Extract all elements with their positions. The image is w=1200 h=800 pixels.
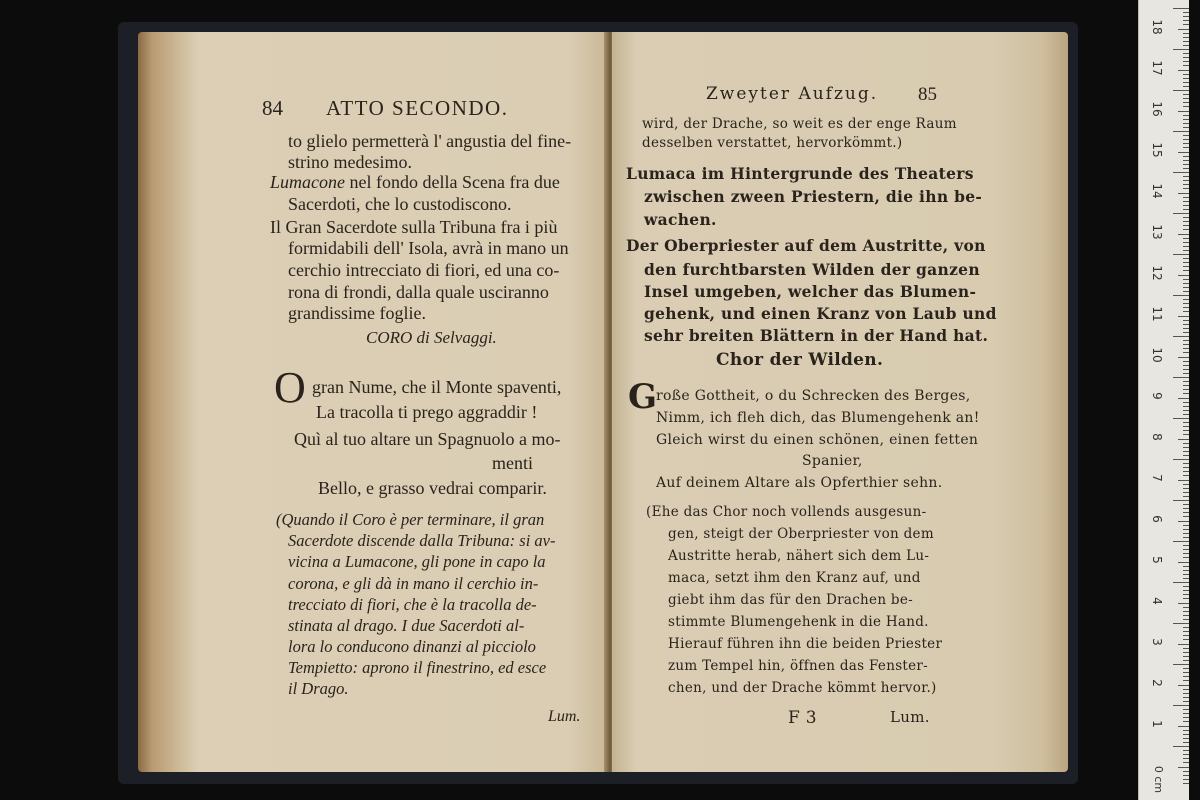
ruler-tick (1183, 24, 1189, 25)
ruler-tick (1183, 775, 1189, 776)
ruler-tick (1183, 639, 1189, 640)
ruler-tick (1183, 771, 1189, 772)
left-page (138, 32, 608, 772)
right-running-head: Zweyter Aufzug. (706, 84, 879, 104)
right-page-number: 85 (918, 84, 937, 105)
ruler-number: 9 (1150, 392, 1164, 400)
ruler-tick (1178, 685, 1189, 686)
ruler-tick (1178, 234, 1189, 235)
right-verse-line-3: Gleich wirst du einen schönen, einen fetten (656, 432, 979, 448)
ruler-tick (1183, 94, 1189, 95)
ruler-tick (1183, 328, 1189, 329)
ruler-tick (1183, 385, 1189, 386)
ruler-tick (1173, 664, 1189, 665)
ruler-tick (1173, 172, 1189, 173)
ruler-number: 1 (1150, 720, 1164, 728)
ruler-tick (1183, 303, 1189, 304)
ruler-tick (1183, 574, 1189, 575)
ruler-tick (1183, 598, 1189, 599)
ruler-tick (1178, 562, 1189, 563)
ruler-tick (1183, 393, 1189, 394)
ruler-tick (1183, 475, 1189, 476)
ruler-number: 3 (1150, 638, 1164, 646)
ruler-tick (1183, 242, 1189, 243)
ruler-tick (1183, 201, 1189, 202)
ruler-tick (1183, 53, 1189, 54)
ruler-tick (1183, 627, 1189, 628)
ruler-tick (1183, 742, 1189, 743)
ruler-tick (1183, 320, 1189, 321)
right-stage-note-line-1: (Ehe das Chor noch vollends ausgesun- (646, 504, 927, 520)
ruler-tick (1183, 557, 1189, 558)
ruler-tick (1183, 65, 1189, 66)
right-verse-line-2: Nimm, ich fleh dich, das Blumengehenk an! (656, 410, 980, 426)
right-stage-note-line-7: Hierauf führen ihn die beiden Priester (668, 636, 943, 652)
ruler-tick (1183, 504, 1189, 505)
ruler-tick (1183, 262, 1189, 263)
ruler-tick (1183, 697, 1189, 698)
ruler-tick (1183, 266, 1189, 267)
ruler-tick (1183, 549, 1189, 550)
ruler-tick (1173, 336, 1189, 337)
left-stage-direction-2-line-4: rona di frondi, dalla quale usciranno (288, 282, 549, 302)
ruler-tick (1183, 434, 1189, 435)
ruler-tick (1183, 168, 1189, 169)
ruler-tick (1183, 406, 1189, 407)
ruler-tick (1173, 582, 1189, 583)
ruler-tick (1183, 414, 1189, 415)
left-stage-note-line-1: (Quando il Coro è per terminare, il gran (276, 510, 545, 529)
right-stage-direction-2-line-2: den furchtbarsten Wilden der ganzen (644, 260, 980, 279)
ruler-tick (1178, 603, 1189, 604)
ruler-tick (1183, 738, 1189, 739)
ruler-tick (1183, 570, 1189, 571)
left-stage-direction-2-line-3: cerchio intrecciato di fiori, ed una co- (288, 260, 560, 280)
left-verse-line-1: gran Nume, che il Monte spaventi, (312, 377, 562, 397)
left-stage-direction-2-line-1: Il Gran Sacerdote sulla Tribuna fra i più (270, 217, 558, 237)
right-stage-direction-2-line-5: sehr breiten Blättern in der Hand hat. (644, 326, 989, 345)
ruler-tick (1173, 746, 1189, 747)
ruler-tick (1183, 648, 1189, 649)
ruler-tick (1183, 221, 1189, 222)
right-stage-note-line-8: zum Tempel hin, öffnen das Fenster- (668, 658, 929, 674)
ruler-tick (1183, 553, 1189, 554)
ruler-tick (1183, 283, 1189, 284)
ruler-tick (1183, 443, 1189, 444)
ruler-tick (1183, 750, 1189, 751)
ruler-tick (1183, 78, 1189, 79)
left-verse-line-5: Bello, e grasso vedrai comparir. (318, 478, 547, 498)
ruler-number: 6 (1150, 515, 1164, 523)
right-stage-direction-2-line-1: Der Oberpriester auf dem Austritte, von (626, 236, 986, 255)
left-verse-line-2: La tracolla ti prego aggraddir ! (316, 402, 538, 422)
ruler-tick (1183, 471, 1189, 472)
ruler-number: 15 (1150, 142, 1164, 158)
ruler-tick (1178, 70, 1189, 71)
left-stage-direction-1-line-2: Sacerdoti, che lo custodiscono. (288, 194, 512, 214)
right-verse-line-1: roße Gottheit, o du Schrecken des Berges, (656, 388, 971, 404)
ruler-tick (1183, 709, 1189, 710)
ruler-tick (1183, 143, 1189, 144)
ruler-tick (1178, 29, 1189, 30)
left-stage-note-line-2: Sacerdote discende dalla Tribuna: si av- (288, 531, 556, 550)
ruler-tick (1183, 488, 1189, 489)
ruler-tick (1178, 644, 1189, 645)
left-stage-note-line-6: stinata al drago. I due Sacerdoti al- (288, 616, 525, 635)
ruler-tick (1183, 127, 1189, 128)
ruler-tick (1183, 689, 1189, 690)
ruler-tick (1183, 754, 1189, 755)
ruler-number: 13 (1150, 224, 1164, 240)
ruler-tick (1183, 45, 1189, 46)
left-stage-direction-2-line-5: grandissime foglie. (288, 303, 426, 323)
ruler-tick (1173, 254, 1189, 255)
ruler-tick (1183, 115, 1189, 116)
ruler-tick (1183, 680, 1189, 681)
ruler-tick (1178, 111, 1189, 112)
character-name: Lumacone (270, 172, 345, 192)
ruler-tick (1183, 508, 1189, 509)
ruler-tick (1178, 275, 1189, 276)
right-stage-direction-1-line-1: Lumaca im Hintergrunde des Theaters (626, 164, 974, 183)
ruler-tick (1183, 373, 1189, 374)
right-stage-note-line-3: Austritte herab, nähert sich dem Lu- (668, 548, 930, 564)
ruler-number: 7 (1150, 474, 1164, 482)
ruler-tick (1173, 131, 1189, 132)
ruler-tick (1183, 451, 1189, 452)
ruler-tick (1183, 188, 1189, 189)
right-stage-note-line-9: chen, und der Drache kömmt hervor.) (668, 680, 937, 696)
ruler-tick (1183, 217, 1189, 218)
ruler-tick (1183, 656, 1189, 657)
ruler-tick (1183, 139, 1189, 140)
ruler-tick (1183, 635, 1189, 636)
ruler-tick (1183, 147, 1189, 148)
ruler-tick (1183, 615, 1189, 616)
ruler-tick (1183, 279, 1189, 280)
ruler-number: 16 (1150, 101, 1164, 117)
ruler-tick (1183, 545, 1189, 546)
ruler-tick (1183, 529, 1189, 530)
ruler-unit-label: 0 cm (1152, 765, 1166, 794)
ruler-tick (1178, 152, 1189, 153)
ruler-tick (1178, 193, 1189, 194)
ruler-tick (1183, 422, 1189, 423)
ruler-tick (1173, 418, 1189, 419)
ruler-tick (1183, 783, 1189, 784)
left-continuation-line-2: strino medesimo. (288, 152, 412, 172)
ruler-tick (1183, 176, 1189, 177)
ruler-tick (1183, 594, 1189, 595)
ruler-tick (1173, 49, 1189, 50)
left-stage-note-line-5: trecciato di fiori, che è la tracolla de- (288, 595, 537, 614)
left-verse-line-3: Quì al tuo altare un Spagnuolo a mo- (294, 429, 561, 449)
ruler-tick (1183, 660, 1189, 661)
ruler-number: 17 (1150, 60, 1164, 76)
ruler-tick (1183, 779, 1189, 780)
ruler-tick (1183, 225, 1189, 226)
ruler-tick (1183, 410, 1189, 411)
ruler-tick (1183, 365, 1189, 366)
ruler-number: 12 (1150, 265, 1164, 281)
ruler-tick (1183, 20, 1189, 21)
right-stage-direction-2-line-3: Insel umgeben, welcher das Blumen- (644, 282, 977, 301)
ruler-tick (1183, 496, 1189, 497)
ruler-number: 2 (1150, 679, 1164, 687)
ruler-tick (1183, 402, 1189, 403)
ruler-tick (1183, 369, 1189, 370)
ruler-tick (1183, 119, 1189, 120)
ruler-tick (1183, 652, 1189, 653)
ruler-tick (1183, 197, 1189, 198)
right-signature-mark: F 3 (788, 708, 817, 728)
left-chorus-heading: CORO di Selvaggi. (366, 328, 497, 347)
ruler-tick (1183, 533, 1189, 534)
right-verse-line-4: Spanier, (802, 453, 863, 469)
ruler-tick (1183, 676, 1189, 677)
right-verse-line-5: Auf deinem Altare als Opferthier sehn. (656, 475, 943, 491)
ruler-tick (1183, 352, 1189, 353)
ruler-tick (1183, 82, 1189, 83)
ruler-tick (1183, 74, 1189, 75)
ruler-tick (1178, 726, 1189, 727)
ruler-tick (1183, 426, 1189, 427)
left-stage-direction-2-line-2: formidabili dell' Isola, avrà in mano un (288, 238, 569, 258)
right-stage-direction-1-line-2: zwischen zween Priestern, die ihn be- (644, 187, 983, 206)
ruler-tick (1183, 348, 1189, 349)
ruler-tick (1183, 307, 1189, 308)
ruler-tick (1183, 270, 1189, 271)
left-page-number: 84 (262, 96, 283, 120)
right-stage-direction-1-line-3: wachen. (644, 210, 717, 229)
ruler-number: 10 (1150, 347, 1164, 363)
ruler-tick (1173, 377, 1189, 378)
ruler-tick (1173, 213, 1189, 214)
ruler-tick (1183, 332, 1189, 333)
ruler-tick (1178, 357, 1189, 358)
ruler-tick (1178, 398, 1189, 399)
ruler-tick (1183, 717, 1189, 718)
left-stage-note-line-8: Tempietto: aprono il finestrino, ed esce (288, 658, 547, 677)
right-continuation-line-1: wird, der Drache, so weit es der enge Raum (642, 116, 957, 132)
ruler-tick (1183, 344, 1189, 345)
ruler-tick (1183, 537, 1189, 538)
ruler-tick (1183, 205, 1189, 206)
ruler-tick (1183, 430, 1189, 431)
ruler-tick (1183, 590, 1189, 591)
left-continuation-line-1: to glielo permetterà l' angustia del fine- (288, 131, 572, 151)
ruler-tick (1183, 164, 1189, 165)
stage-direction-text: nel fondo della Scena fra due (345, 172, 560, 192)
ruler-tick (1183, 586, 1189, 587)
ruler-tick (1183, 762, 1189, 763)
ruler-tick (1183, 16, 1189, 17)
ruler-tick (1173, 90, 1189, 91)
right-continuation-line-2: desselben verstattet, hervorkömmt.) (642, 135, 903, 151)
ruler-tick (1183, 250, 1189, 251)
ruler-tick (1183, 258, 1189, 259)
ruler-tick (1183, 102, 1189, 103)
ruler-tick (1183, 123, 1189, 124)
ruler-tick (1183, 57, 1189, 58)
right-verse-dropcap: G (628, 377, 658, 417)
open-book (138, 32, 1068, 772)
ruler-tick (1183, 246, 1189, 247)
ruler-tick (1183, 106, 1189, 107)
ruler-tick (1183, 160, 1189, 161)
ruler-tick (1183, 135, 1189, 136)
right-chorus-heading: Chor der Wilden. (716, 350, 884, 370)
right-stage-note-line-6: stimmte Blumengehenk in die Hand. (668, 614, 929, 630)
ruler-tick (1183, 758, 1189, 759)
ruler-tick (1183, 578, 1189, 579)
ruler-tick (1183, 512, 1189, 513)
measurement-ruler (1138, 0, 1189, 800)
ruler-tick (1183, 525, 1189, 526)
ruler-tick (1183, 238, 1189, 239)
ruler-tick (1183, 484, 1189, 485)
ruler-tick (1183, 566, 1189, 567)
ruler-tick (1183, 209, 1189, 210)
ruler-tick (1178, 439, 1189, 440)
ruler-tick (1183, 672, 1189, 673)
ruler-tick (1183, 361, 1189, 362)
ruler-tick (1183, 447, 1189, 448)
ruler-tick (1178, 521, 1189, 522)
ruler-tick (1183, 668, 1189, 669)
ruler-tick (1183, 516, 1189, 517)
left-running-head: ATTO SECONDO. (326, 96, 509, 120)
ruler-tick (1183, 467, 1189, 468)
ruler-tick (1183, 631, 1189, 632)
ruler-tick (1183, 730, 1189, 731)
left-stage-note-line-3: vicina a Lumacone, gli pone in capo la (288, 552, 546, 571)
ruler-tick (1183, 98, 1189, 99)
ruler-tick (1183, 184, 1189, 185)
left-verse-dropcap: O (274, 363, 306, 412)
ruler-tick (1183, 86, 1189, 87)
ruler-tick (1178, 316, 1189, 317)
ruler-tick (1183, 291, 1189, 292)
ruler-tick (1183, 734, 1189, 735)
right-stage-direction-2-line-4: gehenk, und einen Kranz von Laub und (644, 304, 997, 323)
ruler-tick (1183, 463, 1189, 464)
left-stage-direction-1-line-1 (270, 172, 560, 193)
left-verse-line-4: menti (492, 453, 533, 473)
ruler-tick (1178, 480, 1189, 481)
ruler-tick (1173, 459, 1189, 460)
ruler-tick (1183, 41, 1189, 42)
ruler-tick (1173, 541, 1189, 542)
ruler-number: 4 (1150, 597, 1164, 605)
ruler-tick (1183, 611, 1189, 612)
ruler-tick (1183, 713, 1189, 714)
ruler-tick (1183, 12, 1189, 13)
ruler-tick (1183, 701, 1189, 702)
ruler-tick (1183, 229, 1189, 230)
right-stage-note-line-5: giebt ihm das für den Drachen be- (668, 592, 914, 608)
left-stage-note-line-7: lora lo conducono dinanzi al picciolo (288, 637, 536, 656)
left-stage-note-line-4: corona, e gli dà in mano il cerchio in- (288, 574, 539, 593)
ruler-tick (1183, 33, 1189, 34)
ruler-number: 5 (1150, 556, 1164, 564)
left-stage-note-line-9: il Drago. (288, 679, 349, 698)
right-stage-note-line-2: gen, steigt der Oberpriester von dem (668, 526, 934, 542)
ruler-tick (1183, 156, 1189, 157)
ruler-tick (1173, 295, 1189, 296)
ruler-tick (1183, 37, 1189, 38)
ruler-tick (1183, 324, 1189, 325)
ruler-number: 18 (1150, 19, 1164, 35)
ruler-tick (1183, 693, 1189, 694)
ruler-tick (1183, 299, 1189, 300)
ruler-tick (1173, 500, 1189, 501)
ruler-number: 11 (1150, 306, 1164, 322)
ruler-tick (1183, 340, 1189, 341)
right-stage-note-line-4: maca, setzt ihm den Kranz auf, und (668, 570, 921, 586)
ruler-number: 14 (1150, 183, 1164, 199)
ruler-tick (1183, 607, 1189, 608)
left-catchword: Lum. (548, 708, 581, 725)
ruler-tick (1183, 455, 1189, 456)
ruler-tick (1183, 180, 1189, 181)
ruler-tick (1183, 381, 1189, 382)
ruler-tick (1183, 619, 1189, 620)
ruler-number: 8 (1150, 433, 1164, 441)
ruler-tick (1173, 8, 1189, 9)
right-catchword: Lum. (890, 708, 930, 726)
ruler-tick (1183, 311, 1189, 312)
right-page (612, 32, 1068, 772)
ruler-tick (1183, 389, 1189, 390)
ruler-tick (1173, 623, 1189, 624)
ruler-tick (1183, 721, 1189, 722)
ruler-tick (1183, 287, 1189, 288)
ruler-tick (1183, 492, 1189, 493)
ruler-tick (1178, 767, 1189, 768)
ruler-tick (1173, 705, 1189, 706)
ruler-tick (1183, 61, 1189, 62)
